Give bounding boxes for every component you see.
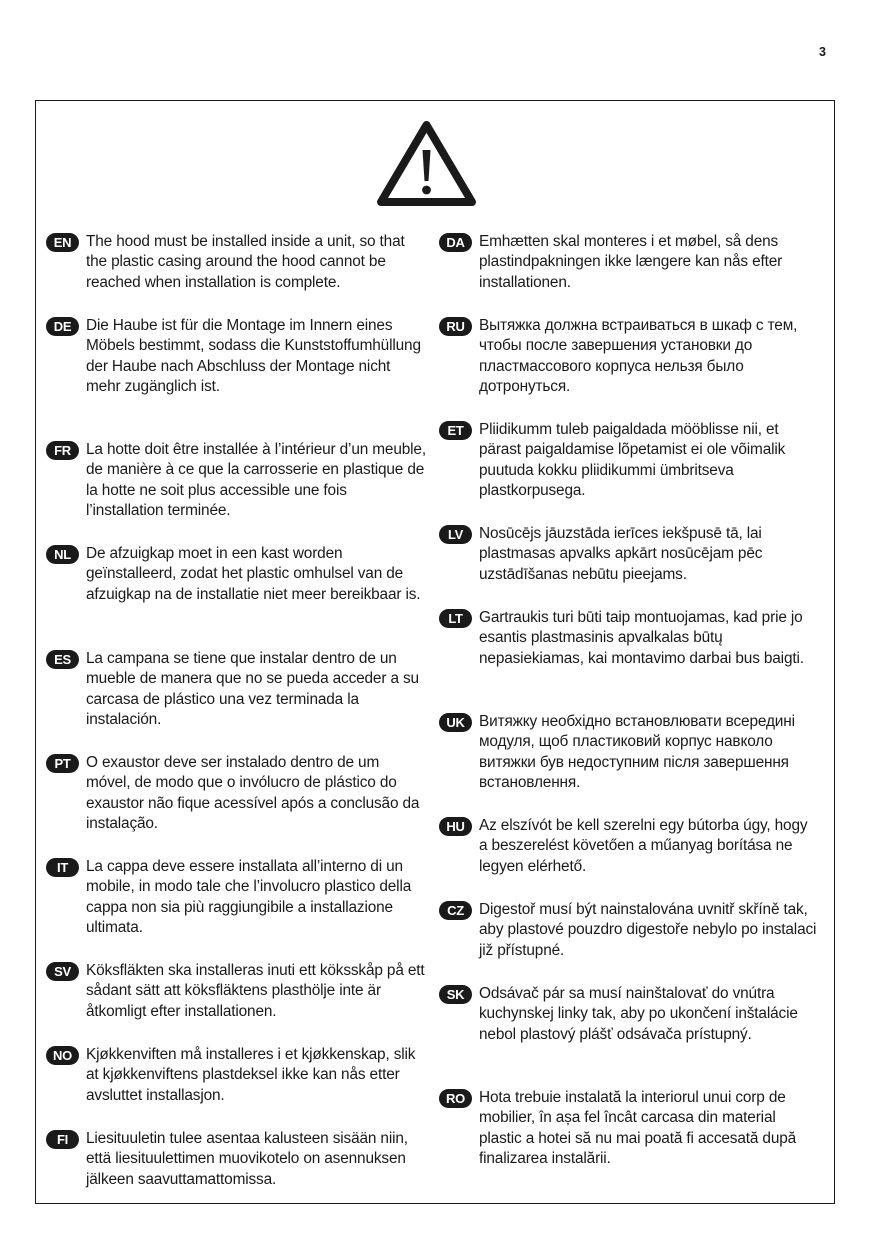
instruction-text: Kjøkkenviften må installeres i et kjøkkenskap, slik at kjøkkenviftens plastdeksel ikke kan nås etter avsluttet installasjon. (86, 1046, 416, 1104)
language-badge: RU (439, 317, 472, 336)
language-badge: DA (439, 233, 472, 252)
language-badge: DE (46, 317, 79, 336)
language-badge: NL (46, 545, 79, 564)
language-badge: IT (46, 858, 79, 877)
instruction-text: Köksfläkten ska installeras inuti ett köksskåp på ett sådant sätt att köksfläktens plasthölje inte är åtkomligt efter installationen. (86, 962, 425, 1020)
instruction-text: La hotte doit être installée à l’intérieur d’un meuble, de manière à ce que la carrosserie en plastique de la hotte ne soit plus accessible une fois l’installation terminée. (86, 441, 426, 519)
language-badge: PT (46, 754, 79, 773)
language-entry-hu (439, 816, 819, 877)
language-badge: RO (439, 1089, 472, 1108)
instruction-text: Odsávač pár sa musí nainštalovať do vnútra kuchynskej linky tak, aby po ukončení inštalácie nebol plastový plášť odsávača prístupný. (479, 985, 798, 1043)
language-badge: EN (46, 233, 79, 252)
language-entry-en (46, 232, 426, 293)
language-badge: FR (46, 441, 79, 460)
instruction-text: Az elszívót be kell szerelni egy bútorba úgy, hogy a beszerelést követően a műanyag borítása ne legyen elérhető. (479, 817, 808, 875)
instruction-text: O exaustor deve ser instalado dentro de um móvel, de modo que o invólucro de plástico do exaustor não fique acessível após a conclusão da instalação. (86, 754, 420, 832)
instruction-text: Gartraukis turi būti taip montuojamas, kad prie jo esantis plastmasinis apvalkalas būtų nepasiekiamas, kai montavimo darbai bus baigti. (479, 609, 804, 667)
instruction-text: Hota trebuie instalată la interiorul unui corp de mobilier, în așa fel încât carcasa din material plastic a hotei să nu mai poată fi accesată după finalizarea instalării. (479, 1089, 797, 1167)
instruction-text: La campana se tiene que instalar dentro de un mueble de manera que no se pueda acceder a su carcasa de plástico una vez terminada la instalación. (86, 650, 419, 728)
language-entry-ro (439, 1088, 819, 1169)
language-entry-cz (439, 900, 819, 961)
instruction-text: Digestoř musí být nainstalována uvnitř skříně tak, aby plastové pouzdro digestoře nebylo po instalaci již přístupné. (479, 901, 817, 959)
language-entry-de (46, 316, 426, 397)
language-badge: LV (439, 525, 472, 544)
language-badge: LT (439, 609, 472, 628)
language-entry-uk (439, 712, 819, 793)
instruction-text: The hood must be installed inside a unit, so that the plastic casing around the hood cannot be reached when installation is complete. (86, 233, 405, 291)
language-entry-no (46, 1045, 426, 1106)
language-entry-es (46, 649, 426, 730)
language-badge: ES (46, 650, 79, 669)
instruction-text: Die Haube ist für die Montage im Innern eines Möbels bestimmt, sodass die Kunststoffumhüllung der Haube nach Abschluss der Montage nicht mehr zugänglich ist. (86, 317, 421, 395)
language-badge: CZ (439, 901, 472, 920)
instruction-text: La cappa deve essere installata all’interno di un mobile, in modo tale che l’involucro plastico della cappa non sia più raggiungibile a installazione ultimata. (86, 858, 412, 936)
instruction-text: Liesituuletin tulee asentaa kalusteen sisään niin, että liesituulettimen muovikotelo on asennuksen jälkeen saavuttamattomissa. (86, 1130, 408, 1188)
language-entry-fi (46, 1129, 426, 1190)
language-badge: SK (439, 985, 472, 1004)
language-badge: UK (439, 713, 472, 732)
instruction-text: Nosūcējs jāuzstāda ierīces iekšpusē tā, lai plastmasas apvalks apkārt nosūcējam pēc uzstādīšanas nebūtu pieejams. (479, 525, 763, 583)
language-entry-fr (46, 440, 426, 521)
warning-triangle-icon (375, 117, 478, 208)
language-entry-lv (439, 524, 819, 585)
language-badge: FI (46, 1130, 79, 1149)
page-number: 3 (819, 45, 826, 59)
language-entry-it (46, 857, 426, 938)
language-entry-ru (439, 316, 819, 397)
language-entry-et (439, 420, 819, 501)
language-entry-sk (439, 984, 819, 1045)
language-entry-sv (46, 961, 426, 1022)
language-entry-nl (46, 544, 426, 605)
instruction-text: Вытяжка должна встраиваться в шкаф с тем, чтобы после завершения установки до пластмассового корпуса нельзя было дотронуться. (479, 317, 798, 395)
language-badge: NO (46, 1046, 79, 1065)
instruction-text: Emhætten skal monteres i et møbel, så dens plastindpakningen ikke længere kan nås efter installationen. (479, 233, 783, 291)
instruction-text: Витяжку необхідно встановлювати всередині модуля, щоб пластиковий корпус навколо витяжки був недоступним після завершення встановлення. (479, 713, 795, 791)
language-entry-lt (439, 608, 819, 669)
language-entry-pt (46, 753, 426, 834)
language-entry-da (439, 232, 819, 293)
language-badge: SV (46, 962, 79, 981)
instruction-text: Pliidikumm tuleb paigaldada mööblisse nii, et pärast paigaldamise lõpetamist ei ole võimalik puutuda kokku pliidikummi ümbritseva plastkorpusega. (479, 421, 786, 499)
language-badge: ET (439, 421, 472, 440)
instruction-text: De afzuigkap moet in een kast worden geïnstalleerd, zodat het plastic omhulsel van de afzuigkap na de installatie niet meer bereikbaar is. (86, 545, 421, 603)
language-badge: HU (439, 817, 472, 836)
